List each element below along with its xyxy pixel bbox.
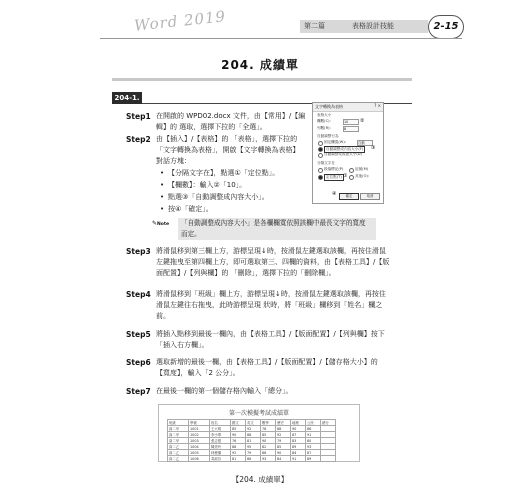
step-text-line: 【寬度】，輸入「2 公分」。: [156, 369, 240, 377]
table-cell: 86: [246, 456, 261, 462]
step-text-line: 將滑鼠移到第三欄上方，游標呈現↓時，按滑鼠左鍵選取該欄，再按住滑鼠: [156, 247, 386, 255]
dialog-separator-heading: 分隔文字在: [317, 161, 335, 165]
table-cell: 王大明: [210, 426, 231, 432]
table-cell: 87: [291, 432, 306, 438]
table-cell: 92: [276, 432, 291, 438]
step-label: Step2: [126, 135, 151, 144]
table-cell: 80: [306, 438, 321, 444]
table-cell: 資二甲: [168, 426, 189, 432]
radio-autofit-window[interactable]: [318, 153, 323, 158]
page-number-badge: 2-15: [428, 15, 464, 39]
note-box: [178, 218, 376, 240]
table-cell: 92: [231, 450, 246, 456]
table-cell: 張志強: [210, 438, 231, 444]
table-cell: 資二乙: [168, 450, 189, 456]
table-cell: 黃淑芬: [210, 456, 231, 462]
radio-paragraph[interactable]: [318, 168, 323, 173]
table-cell: 76: [231, 438, 246, 444]
step-text-line: 「文字轉換為表格」，開啟【文字轉換為表格】: [156, 146, 300, 154]
table-cell: 86: [306, 426, 321, 432]
dialog-rows-input[interactable]: 8: [343, 126, 359, 132]
table-cell: 93: [261, 456, 276, 462]
table-cell: 李小華: [210, 432, 231, 438]
step-label: Step1: [126, 112, 151, 121]
autofit-option: 固定欄寬(W):: [324, 140, 346, 144]
bullet-item: • 按④「確定」。: [168, 204, 318, 215]
bullet-item: • 【欄數】：輸入②「10」。: [168, 180, 318, 191]
table-cell: 79: [246, 450, 261, 456]
table-cell: 85: [276, 444, 291, 450]
callout-marker: ④: [332, 191, 337, 197]
step-text-line: 滑鼠左鍵往右拖曳，此時游標呈現 狀時，將「班級」欄移到「姓名」欄之: [156, 301, 383, 309]
table-cell: 總分: [321, 420, 336, 426]
note-icon-label: Note: [157, 222, 170, 227]
table-cell: 84: [291, 450, 306, 456]
bullet-item: • 【分隔文字在】，點選①「定位點」。: [168, 168, 318, 179]
table-cell: 數學: [261, 420, 276, 426]
table-cell: 87: [306, 450, 321, 456]
table-cell: 1002: [189, 432, 210, 438]
step-text-line: 「插入右方欄」。: [156, 341, 209, 349]
step-label: Step4: [126, 290, 151, 299]
autofit-option: 自動調整成視窗大小(D): [324, 152, 362, 156]
dialog-cancel-button[interactable]: 取消: [360, 193, 380, 200]
table-cell: 83: [291, 438, 306, 444]
callout-marker: ②: [360, 118, 365, 124]
callout-marker: ①: [343, 173, 348, 179]
table-cell: 93: [306, 444, 321, 450]
step-text-line: 輯】的 選取，選擇下拉的「全選」。: [156, 123, 267, 131]
step-text-line: 對話方塊：: [156, 157, 191, 165]
step-text-line: 選取新增的最後一欄，由【表格工具】/【版面配置】/【儲存格大小】的: [156, 358, 378, 366]
table-cell: 91: [291, 456, 306, 462]
table-cell: 資二乙: [168, 456, 189, 462]
table-row: [168, 456, 336, 462]
table-cell: 88: [231, 444, 246, 450]
table-cell: 81: [231, 456, 246, 462]
table-cell: 學號: [189, 420, 210, 426]
table-cell: 1003: [189, 438, 210, 444]
fixed-width-input[interactable]: 自動: [357, 140, 373, 146]
table-cell: 1006: [189, 456, 210, 462]
table-cell: 79: [276, 438, 291, 444]
header-rule: [100, 38, 462, 39]
table-cell: 85: [261, 432, 276, 438]
score-table-figure: [158, 404, 360, 462]
table-cell: 1001: [189, 426, 210, 432]
bullet-item: • 點選③「自動調整成內容大小」。: [168, 192, 318, 203]
page-footer: 【204. 成績單】: [231, 475, 289, 484]
note-line: 「自動調整成內容大小」是各欄欄寬依照該欄中最長文字的寬度: [181, 219, 366, 227]
separator-option: 逗號(M): [355, 167, 369, 171]
step-text-line: 面配置】/【列與欄】的 「刪除」，選擇下拉的「刪除欄」。: [156, 269, 336, 277]
radio-tab[interactable]: [318, 175, 323, 180]
table-cell: 95: [246, 444, 261, 450]
table-cell: [321, 456, 336, 462]
table-cell: 92: [246, 426, 261, 432]
table-cell: 81: [246, 438, 261, 444]
section-title: 204. 成績單: [221, 58, 299, 72]
table-cell: 英文: [246, 420, 261, 426]
separator-option: 其他(O):: [355, 174, 370, 178]
header-chapter: 第二篇: [304, 22, 325, 30]
autofit-option: 自動調整成內容大小(F): [326, 147, 364, 151]
step-text-line: 將滑鼠移到「班級」欄上方，游標呈現↓時，按滑鼠左鍵選取該欄，再按住: [156, 290, 386, 298]
step-text-line: 在開啟的 WPD02.docx 文件，由【常用】/【編: [156, 112, 306, 120]
table-cell: 地理: [291, 420, 306, 426]
table-cell: 88: [261, 450, 276, 456]
dialog-ok-button[interactable]: 確定: [339, 193, 359, 200]
dialog-title: 文字轉換為表格: [313, 103, 383, 112]
table-cell: 歷史: [276, 420, 291, 426]
dialog-cols-label: 欄數(C):: [317, 119, 331, 123]
table-cell: 90: [291, 426, 306, 432]
step-label: Step6: [126, 358, 151, 367]
note-icon: ✎Note: [152, 220, 170, 227]
table-cell: 88: [276, 426, 291, 432]
header-section: 表格設計技能: [352, 22, 394, 30]
separator-option: 段落標記(P): [324, 167, 344, 171]
table-cell: 陳美玲: [210, 444, 231, 450]
dialog-rows-label: 列數(R):: [317, 126, 331, 130]
dialog-cols-input[interactable]: 10: [343, 119, 359, 125]
convert-to-table-dialog: [312, 102, 384, 204]
table-cell: 班級: [168, 420, 189, 426]
separator-option: 定位點(T): [326, 175, 342, 179]
step-label: Step5: [126, 330, 151, 339]
table-cell: 82: [261, 444, 276, 450]
score-table: [167, 419, 336, 462]
section-title-underline: [112, 78, 412, 81]
step-text-line: 將插入點移到最後一欄內，由【表格工具】/【版面配置】/【列與欄】按下: [156, 330, 385, 338]
table-cell: 資二甲: [168, 438, 189, 444]
table-cell: 85: [231, 426, 246, 432]
dialog-autofit-heading: 自動調整行為: [317, 134, 339, 138]
table-cell: 姓名: [210, 420, 231, 426]
table-cell: 林俊傑: [210, 450, 231, 456]
table-cell: 84: [276, 456, 291, 462]
dialog-size-heading: 表格大小: [317, 113, 332, 117]
table-cell: 1005: [189, 450, 210, 456]
table-cell: 91: [306, 432, 321, 438]
table-cell: 資二乙: [168, 444, 189, 450]
subsection-tag: 204-1.: [112, 92, 142, 104]
radio-other[interactable]: [349, 175, 354, 180]
table-cell: 90: [276, 450, 291, 456]
radio-fixed-width[interactable]: [318, 141, 323, 146]
table-cell: 89: [306, 456, 321, 462]
step-label: Step7: [126, 387, 151, 396]
dialog-close-icon[interactable]: ? ×: [374, 103, 381, 108]
step-text-line: 由【插入】/【表格】的 「表格」，選擇下拉的: [156, 135, 298, 143]
table-cell: 1004: [189, 444, 210, 450]
table-cell: 78: [261, 426, 276, 432]
table-cell: 國文: [231, 420, 246, 426]
step-text-line: 前。: [156, 312, 170, 320]
table-cell: 88: [246, 432, 261, 438]
radio-autofit-contents[interactable]: [318, 147, 323, 152]
table-cell: 90: [231, 432, 246, 438]
table-cell: 資二甲: [168, 432, 189, 438]
table-cell: 90: [261, 438, 276, 444]
book-title-script: Word 2019: [133, 7, 227, 35]
step-text-line: 左鍵拖曳至第四欄上方，即可選取第三、四欄的資料，由【表格工具】/【版: [156, 258, 390, 266]
table-cell: 89: [291, 444, 306, 450]
callout-marker: ③: [371, 145, 376, 151]
step-label: Step3: [126, 247, 151, 256]
table-figure-title: 第一次模擬考試成績單: [228, 410, 289, 417]
step-text-line: 在最後一欄的第一個儲存格內輸入「總分」。: [156, 387, 293, 395]
table-cell: 公民: [306, 420, 321, 426]
radio-comma[interactable]: [349, 168, 354, 173]
table-row: [168, 420, 336, 426]
note-line: 而定。: [181, 230, 201, 238]
